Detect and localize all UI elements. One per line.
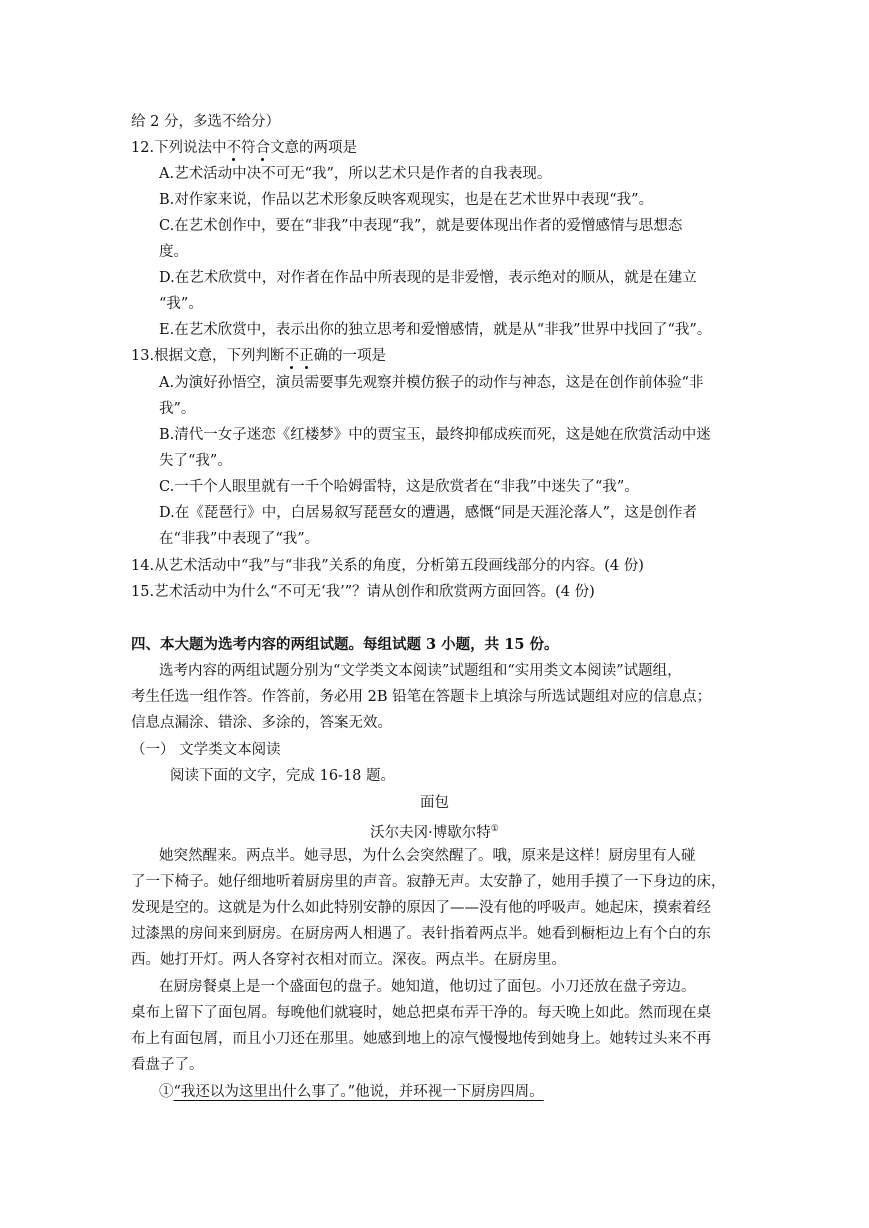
story-author-line — [0, 819, 869, 843]
q12-option-d-line1: D.在艺术欣赏中，对作者在作品中所表现的是非爱憎，表示绝对的顺从，就是在建立 — [159, 270, 697, 286]
top-note: 给 2 分，多选不给分） — [131, 114, 280, 130]
footnote-mark: ① — [490, 824, 499, 834]
story-p3-line1 — [159, 1082, 544, 1102]
q13-stem-mid: 确 — [313, 348, 329, 364]
story-p1-line1: 她突然醒来。两点半。她寻思，为什么会突然醒了。哦，原来是这样！厨房里有人碰 — [159, 848, 696, 864]
section4-heading: 四、本大题为选考内容的两组试题。每组试题 3 小题，共 15 份。 — [131, 636, 559, 653]
story-author: 沃尔夫冈·博歇尔特 — [370, 824, 491, 841]
q13-option-c: C.一千个人眼里就有一千个哈姆雷特，这是欣赏者在“非我”中迷失了“我”。 — [159, 479, 639, 495]
q13-emphasis-1: 不 — [284, 348, 300, 364]
q12-stem-post: 文意的两项是 — [270, 140, 358, 156]
story-p1-line4: 过漆黑的房间来到厨房。在厨房两人相遇了。表针指着两点半。她看到橱柜边上有个白的东 — [131, 926, 711, 942]
subsection-heading: （一） 文学类文本阅读 — [131, 742, 281, 758]
q12-option-d-line2: “我”。 — [159, 296, 203, 312]
q12-option-a: A.艺术活动中决不可无“我”，所以艺术只是作者的自我表现。 — [159, 166, 552, 182]
story-p1-line5: 西。她打开灯。两人各穿衬衣相对而立。深夜。两点半。在厨房里。 — [131, 952, 566, 968]
section4-para-line3: 信息点漏涂、错涂、多涂的，答案无效。 — [131, 715, 392, 731]
section4-para-line2: 考生任选一组作答。作答前，务必用 2B 铅笔在答题卡上填涂与所选试题组对应的信息点； — [131, 689, 712, 705]
q13-option-b-line1: B.清代一女子迷恋《红楼梦》中的贾宝玉，最终抑郁成疾而死，这是她在欣赏活动中迷 — [159, 427, 711, 443]
story-p1-line3: 发现是空的。这就是为什么如此特别安静的原因了——没有他的呼吸声。她起床，摸索着经 — [131, 900, 711, 916]
reading-instruction: 阅读下面的文字，完成 16-18 题。 — [170, 768, 396, 784]
story-p2-line2: 桌布上留下了面包屑。每晚他们就寝时，她总把桌布弄干净的。每天晚上如此。然而现在桌 — [131, 1005, 711, 1021]
story-p1-line2: 了一下椅子。她仔细地听着厨房里的声音。寂静无声。太安静了，她用手摸了一下身边的床， — [131, 874, 726, 890]
q15: 15.艺术活动中为什么“不可无‘我’”？请从创作和欣赏两方面回答。(4 份) — [131, 584, 595, 600]
sentence-mark: ① — [159, 1084, 174, 1100]
q13-option-d-line1: D.在《琵琶行》中，白居易叙写琵琶女的遭遇，感慨“同是天涯沦落人”，这是创作者 — [159, 505, 698, 521]
q13-stem-post: 的一项是 — [328, 348, 387, 364]
q13-emphasis-2: 正 — [299, 348, 314, 364]
q14: 14.从艺术活动中“我”与“非我”关系的角度，分析第五段画线部分的内容。(4 份) — [131, 558, 644, 574]
q12-stem-mid: 符 — [241, 140, 256, 156]
q12-option-e: E.在艺术欣赏中，表示出你的独立思考和爱憎感情，就是从“非我”世界中找回了“我”。 — [159, 322, 712, 338]
q12-emphasis-2: 合 — [255, 140, 271, 156]
section4-para-line1: 选考内容的两组试题分别为“文学类文本阅读”试题组和“实用类文本阅读”试题组， — [159, 663, 682, 679]
q12-emphasis-1: 不 — [226, 140, 242, 156]
q13-option-a-line1: A.为演好孙悟空，演员需要事先观察并模仿猴子的动作与神态，这是在创作前体验“非 — [159, 375, 704, 391]
q13-option-d-line2: 在“非我”中表现了“我”。 — [159, 531, 320, 547]
story-p2-line4: 看盘子了。 — [131, 1057, 204, 1073]
story-p2-line1: 在厨房餐桌上是一个盛面包的盘子。她知道，他切过了面包。小刀还放在盘子旁边。 — [159, 979, 696, 995]
q12-option-c-line2: 度。 — [159, 244, 188, 260]
q13-stem-pre: 13.根据文意，下列判断 — [131, 348, 285, 364]
q13-option-b-line2: 失了“我”。 — [159, 453, 232, 469]
story-title: 面包 — [420, 795, 449, 811]
q12-option-b: B.对作家来说，作品以艺术形象反映客观现实，也是在艺术世界中表现“我”。 — [159, 192, 654, 208]
q12-stem — [131, 138, 357, 158]
q12-stem-pre: 12.下列说法中 — [131, 140, 227, 156]
q12-option-c-line1: C.在艺术创作中，要在“非我”中表现“我”，就是要体现出作者的爱憎感情与思想态 — [159, 218, 683, 234]
q13-stem — [131, 346, 386, 366]
story-p2-line3: 布上有面包屑，而且小刀还在那里。她感到地上的凉气慢慢地传到她身上。她转过头来不再 — [131, 1031, 711, 1047]
underlined-sentence: “我还以为这里出什么事了。”他说，并环视一下厨房四周。 — [173, 1084, 544, 1100]
q13-option-a-line2: 我”。 — [159, 401, 196, 417]
